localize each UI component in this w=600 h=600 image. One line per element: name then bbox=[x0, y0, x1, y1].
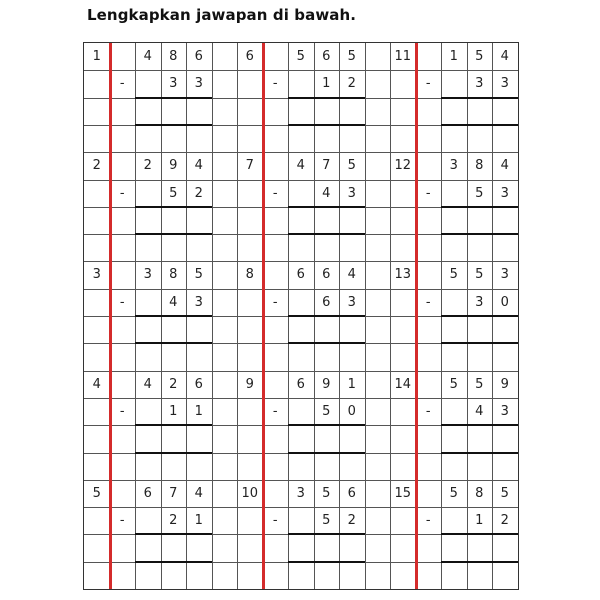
answer-line bbox=[135, 533, 212, 535]
answer-line bbox=[288, 97, 365, 99]
top-digit: 5 bbox=[194, 267, 203, 283]
top-digit: 6 bbox=[296, 267, 305, 283]
bottom-digit: 3 bbox=[500, 403, 509, 419]
top-digit: 7 bbox=[169, 485, 178, 501]
answer-line bbox=[288, 124, 365, 126]
bottom-digit: 3 bbox=[169, 76, 178, 92]
bottom-digit: 0 bbox=[500, 294, 509, 310]
problem-number: 6 bbox=[245, 49, 254, 64]
bottom-digit: 5 bbox=[322, 513, 331, 529]
bottom-digit: 5 bbox=[169, 185, 178, 201]
bottom-digit: 1 bbox=[322, 76, 331, 92]
top-digit: 4 bbox=[194, 158, 203, 174]
bottom-digit: 2 bbox=[347, 76, 356, 92]
top-digit: 4 bbox=[143, 49, 152, 64]
minus-sign: - bbox=[272, 403, 278, 419]
bottom-digit: 2 bbox=[347, 513, 356, 529]
answer-line bbox=[441, 424, 518, 426]
problem-number: 1 bbox=[92, 49, 101, 64]
grid-row-line bbox=[84, 507, 518, 508]
answer-line bbox=[441, 452, 518, 454]
bottom-digit: 0 bbox=[347, 403, 356, 419]
minus-sign: - bbox=[425, 513, 431, 529]
problem-number: 11 bbox=[394, 49, 412, 64]
answer-line bbox=[441, 315, 518, 317]
bottom-digit: 2 bbox=[500, 513, 509, 529]
problem-number: 3 bbox=[92, 267, 101, 283]
top-digit: 5 bbox=[347, 158, 356, 174]
top-digit: 1 bbox=[449, 49, 458, 64]
minus-sign: - bbox=[119, 76, 125, 92]
top-digit: 8 bbox=[169, 267, 178, 283]
grid-row-line bbox=[84, 180, 518, 181]
top-digit: 9 bbox=[322, 376, 331, 392]
bottom-digit: 3 bbox=[347, 185, 356, 201]
bottom-digit: 5 bbox=[475, 185, 484, 201]
problem-number: 15 bbox=[394, 485, 412, 501]
top-digit: 4 bbox=[143, 376, 152, 392]
top-digit: 5 bbox=[347, 49, 356, 64]
top-digit: 6 bbox=[322, 267, 331, 283]
top-digit: 5 bbox=[296, 49, 305, 64]
bottom-digit: 4 bbox=[322, 185, 331, 201]
answer-line bbox=[441, 561, 518, 563]
bottom-digit: 1 bbox=[169, 403, 178, 419]
top-digit: 6 bbox=[194, 49, 203, 64]
answer-line bbox=[441, 97, 518, 99]
top-digit: 5 bbox=[449, 485, 458, 501]
grid-row-line bbox=[84, 70, 518, 71]
minus-sign: - bbox=[119, 185, 125, 201]
top-digit: 8 bbox=[475, 158, 484, 174]
answer-line bbox=[135, 561, 212, 563]
top-digit: 6 bbox=[194, 376, 203, 392]
top-digit: 2 bbox=[169, 376, 178, 392]
answer-line bbox=[288, 424, 365, 426]
problem-number: 10 bbox=[241, 485, 259, 501]
top-digit: 6 bbox=[296, 376, 305, 392]
top-digit: 8 bbox=[169, 49, 178, 64]
bottom-digit: 3 bbox=[194, 76, 203, 92]
bottom-digit: 6 bbox=[322, 294, 331, 310]
answer-line bbox=[288, 561, 365, 563]
answer-line bbox=[135, 424, 212, 426]
top-digit: 3 bbox=[296, 485, 305, 501]
bottom-digit: 3 bbox=[475, 294, 484, 310]
grid-row-line bbox=[84, 289, 518, 290]
problem-number: 8 bbox=[245, 267, 254, 283]
top-digit: 5 bbox=[475, 376, 484, 392]
answer-line bbox=[441, 206, 518, 208]
top-digit: 5 bbox=[449, 376, 458, 392]
minus-sign: - bbox=[425, 76, 431, 92]
bottom-digit: 1 bbox=[194, 513, 203, 529]
top-digit: 4 bbox=[500, 158, 509, 174]
answer-line bbox=[288, 233, 365, 235]
top-digit: 3 bbox=[449, 158, 458, 174]
bottom-digit: 3 bbox=[347, 294, 356, 310]
answer-line bbox=[441, 342, 518, 344]
answer-line bbox=[135, 452, 212, 454]
minus-sign: - bbox=[425, 294, 431, 310]
top-digit: 5 bbox=[475, 267, 484, 283]
worksheet-title: Lengkapkan jawapan di bawah. bbox=[87, 6, 357, 24]
problem-number: 12 bbox=[394, 158, 412, 174]
top-digit: 1 bbox=[347, 376, 356, 392]
top-digit: 6 bbox=[347, 485, 356, 501]
top-digit: 5 bbox=[500, 485, 509, 501]
bottom-digit: 1 bbox=[194, 403, 203, 419]
bottom-digit: 3 bbox=[500, 76, 509, 92]
bottom-digit: 5 bbox=[322, 403, 331, 419]
answer-line bbox=[135, 342, 212, 344]
top-digit: 5 bbox=[322, 485, 331, 501]
minus-sign: - bbox=[119, 403, 125, 419]
top-digit: 9 bbox=[500, 376, 509, 392]
minus-sign: - bbox=[272, 185, 278, 201]
top-digit: 4 bbox=[296, 158, 305, 174]
answer-line bbox=[441, 533, 518, 535]
answer-line bbox=[135, 233, 212, 235]
answer-line bbox=[441, 124, 518, 126]
answer-line bbox=[135, 315, 212, 317]
answer-line bbox=[135, 97, 212, 99]
bottom-digit: 1 bbox=[475, 513, 484, 529]
top-digit: 5 bbox=[475, 49, 484, 64]
problem-number: 14 bbox=[394, 376, 412, 392]
top-digit: 4 bbox=[347, 267, 356, 283]
answer-line bbox=[135, 206, 212, 208]
minus-sign: - bbox=[272, 513, 278, 529]
answer-line bbox=[288, 206, 365, 208]
top-digit: 6 bbox=[143, 485, 152, 501]
bottom-digit: 4 bbox=[169, 294, 178, 310]
answer-line bbox=[288, 315, 365, 317]
grid-row-line bbox=[84, 398, 518, 399]
problem-number: 2 bbox=[92, 158, 101, 174]
subtraction-grid bbox=[83, 42, 519, 590]
bottom-digit: 3 bbox=[194, 294, 203, 310]
problem-number: 4 bbox=[92, 376, 101, 392]
answer-line bbox=[288, 452, 365, 454]
minus-sign: - bbox=[272, 76, 278, 92]
top-digit: 4 bbox=[500, 49, 509, 64]
minus-sign: - bbox=[119, 294, 125, 310]
answer-line bbox=[288, 533, 365, 535]
minus-sign: - bbox=[425, 185, 431, 201]
bottom-digit: 2 bbox=[194, 185, 203, 201]
problem-number: 13 bbox=[394, 267, 412, 283]
top-digit: 5 bbox=[449, 267, 458, 283]
bottom-digit: 3 bbox=[475, 76, 484, 92]
answer-line bbox=[288, 342, 365, 344]
minus-sign: - bbox=[119, 513, 125, 529]
top-digit: 3 bbox=[143, 267, 152, 283]
top-digit: 6 bbox=[322, 49, 331, 64]
bottom-digit: 4 bbox=[475, 403, 484, 419]
problem-number: 7 bbox=[245, 158, 254, 174]
answer-line bbox=[135, 124, 212, 126]
top-digit: 2 bbox=[143, 158, 152, 174]
top-digit: 4 bbox=[194, 485, 203, 501]
top-digit: 9 bbox=[169, 158, 178, 174]
top-digit: 8 bbox=[475, 485, 484, 501]
bottom-digit: 2 bbox=[169, 513, 178, 529]
problem-number: 5 bbox=[92, 485, 101, 501]
top-digit: 3 bbox=[500, 267, 509, 283]
top-digit: 7 bbox=[322, 158, 331, 174]
minus-sign: - bbox=[272, 294, 278, 310]
minus-sign: - bbox=[425, 403, 431, 419]
answer-line bbox=[441, 233, 518, 235]
bottom-digit: 3 bbox=[500, 185, 509, 201]
problem-number: 9 bbox=[245, 376, 254, 392]
